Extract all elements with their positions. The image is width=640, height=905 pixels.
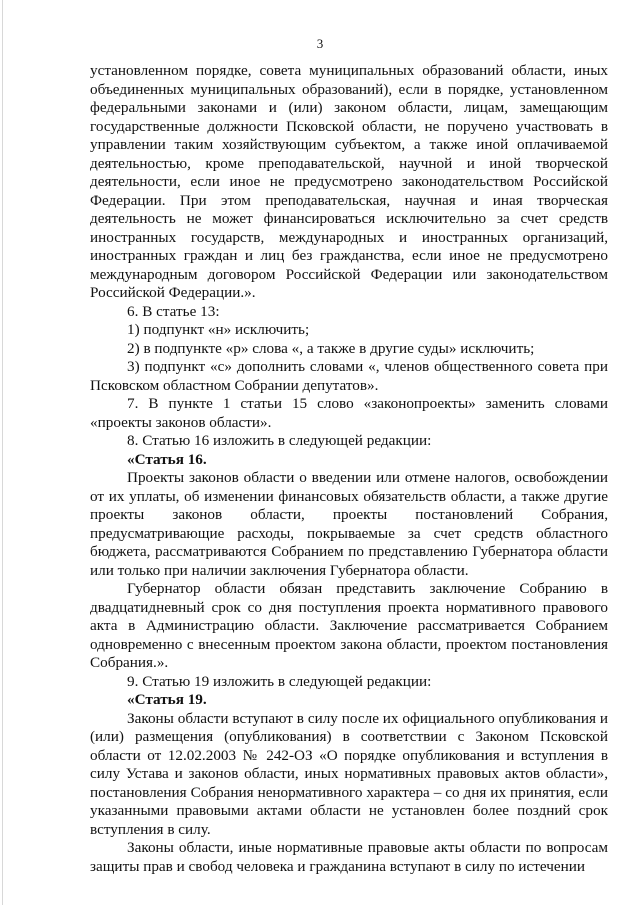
document-body — [90, 62, 608, 876]
paragraph-item-6: 6. В статье 13: — [127, 302, 220, 320]
paragraph-item-8: 8. Статью 16 изложить в следующей редакции: — [127, 432, 432, 449]
article-16-heading: «Статья 16. — [127, 450, 207, 468]
page-edge-line — [2, 0, 3, 905]
paragraph-subitem-3: 3) подпункт «с» дополнить словами «, членов общественного совета при Псковском областном Собрании депутатов». — [90, 358, 608, 394]
paragraph-item-7: 7. В пункте 1 статьи 15 слово «законопроекты» заменить словами «проекты законов области». — [90, 395, 608, 431]
article-19-paragraph-2: Законы области, иные нормативные правовые акты области по вопросам защиты прав и свобод человека и гражданина вступают в силу по истечении — [90, 839, 608, 875]
paragraph-item-9: 9. Статью 19 изложить в следующей редакции: — [127, 672, 432, 690]
paragraph-subitem-2: 2) в подпункте «р» слова «, а также в другие суды» исключить; — [127, 339, 535, 357]
paragraph-continuation: установленном порядке, совета муниципальных образований области, иных объединенных муниципальных образований), если в порядке, установленном федеральными законами и (или) законом области, лицам, замещающим государственные должности Псковской области, не поручено участвовать в управлении таким хозяйствующим субъектом, а также иной оплачиваемой деятельностью, кроме преподавательской, научной и иной творческой деятельности, если иное не предусмотрено законодательством Российской Федерации. При этом преподавательская, научная и иная творческая деятельность не может финансироваться исключительно за счет средств иностранных государств, международных и иностранных организаций, иностранных граждан и лиц без гражданства, если иное не предусмотрено международным договором Российской Федерации или законодательством Российской Федерации.». — [90, 62, 608, 301]
article-16-paragraph-2: Губернатор области обязан представить заключение Собранию в двадцатидневный срок со дня поступления проекта нормативного правового акта в Администрацию области. Заключение рассматривается Собранием одновременно с внесенным проектом закона области, проектом постановления Собрания.». — [90, 580, 608, 671]
paragraph-subitem-1: 1) подпункт «н» исключить; — [127, 321, 310, 338]
article-19-heading: «Статья 19. — [127, 691, 207, 708]
article-16-paragraph-1: Проекты законов области о введении или отмене налогов, освобождении от их уплаты, об изменении финансовых обязательств области, а также другие проекты законов области, проекты постановлений Собрания, предусматривающие расходы, покрываемые за счет средств областного бюджета, рассматриваются Собранием по представлению Губернатора области или только при наличии заключения Губернатора области. — [90, 469, 608, 579]
article-19-paragraph-1: Законы области вступают в силу после их официального опубликования и (или) размещения (опубликования) в соответствии с Законом Псковской области от 12.02.2003 № 242-ОЗ «О порядке опубликования и вступления в силу Устава и законов области, иных нормативных правовых актов области», постановления Собрания ненормативного характера – со дня их принятия, если указанными правовыми актами области не установлен более поздний срок вступления в силу. — [90, 709, 608, 838]
page-number: 3 — [316, 36, 324, 51]
